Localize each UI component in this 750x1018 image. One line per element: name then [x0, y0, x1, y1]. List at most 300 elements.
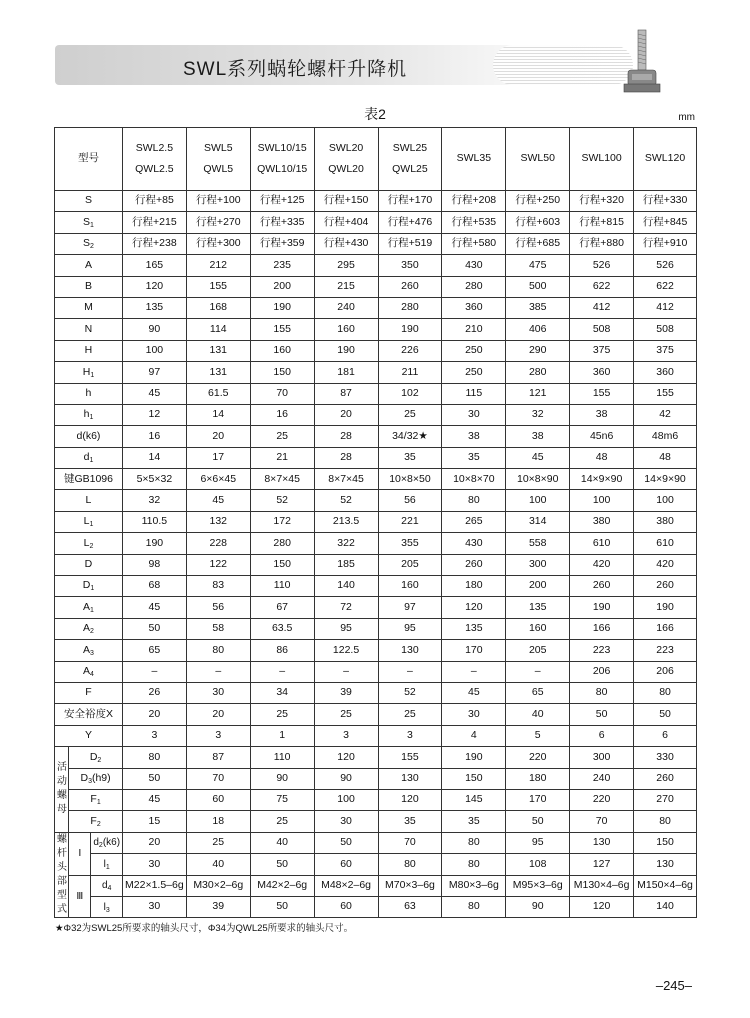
- value-cell: 280: [378, 297, 442, 318]
- table-row: [55, 490, 697, 511]
- table-row: [55, 640, 697, 661]
- value-cell: 3: [314, 725, 378, 746]
- model-swl: SWL50: [520, 152, 555, 165]
- param-name: S: [83, 237, 91, 250]
- param-name: d(k6): [76, 429, 101, 442]
- value-cell: 132: [186, 511, 250, 532]
- value-cell: 行程+330: [634, 191, 697, 212]
- value-cell: 50: [122, 768, 186, 789]
- param-label: [69, 811, 123, 832]
- value-cell: 30: [122, 854, 186, 875]
- value-cell: 8×7×45: [314, 469, 378, 490]
- model-qwl: QWL25: [392, 162, 428, 175]
- param-label: [91, 896, 122, 917]
- table-row: [55, 297, 697, 318]
- table-row: [55, 191, 697, 212]
- param-subscript: 1: [90, 585, 95, 593]
- value-cell: 1: [250, 725, 314, 746]
- model-qwl: QWL5: [203, 162, 234, 175]
- value-cell: 60: [186, 789, 250, 810]
- value-cell: 60: [314, 854, 378, 875]
- value-cell: 5×5×32: [122, 469, 186, 490]
- value-cell: 240: [314, 297, 378, 318]
- value-cell: 558: [506, 533, 570, 554]
- value-cell: 50: [250, 896, 314, 917]
- value-cell: 20: [122, 704, 186, 725]
- value-cell: 100: [634, 490, 697, 511]
- value-cell: 166: [634, 618, 697, 639]
- value-cell: 48: [570, 447, 634, 468]
- param-name: N: [84, 322, 93, 335]
- value-cell: 48m6: [634, 426, 697, 447]
- table-row: [55, 747, 697, 768]
- value-cell: 80: [378, 854, 442, 875]
- value-cell: 30: [122, 896, 186, 917]
- value-cell: 226: [378, 340, 442, 361]
- value-cell: 35: [442, 447, 506, 468]
- value-cell: 228: [186, 533, 250, 554]
- param-label: [55, 276, 123, 297]
- value-cell: 75: [250, 789, 314, 810]
- value-cell: 130: [634, 854, 697, 875]
- value-cell: 350: [378, 255, 442, 276]
- value-cell: 190: [378, 319, 442, 340]
- value-cell: 38: [570, 404, 634, 425]
- value-cell: 181: [314, 362, 378, 383]
- value-cell: 58: [186, 618, 250, 639]
- value-cell: 155: [634, 383, 697, 404]
- table-row: [55, 682, 697, 703]
- value-cell: 221: [378, 511, 442, 532]
- model-qwl: QWL20: [328, 162, 364, 175]
- value-cell: 166: [570, 618, 634, 639]
- value-cell: 35: [378, 811, 442, 832]
- value-cell: 185: [314, 554, 378, 575]
- value-cell: 95: [378, 618, 442, 639]
- value-cell: 190: [122, 533, 186, 554]
- value-cell: 20: [122, 832, 186, 853]
- param-name: D: [89, 750, 98, 763]
- value-cell: M150×4–6g: [634, 875, 697, 896]
- value-cell: 80: [122, 747, 186, 768]
- value-cell: 300: [570, 747, 634, 768]
- value-cell: 行程+215: [122, 212, 186, 233]
- value-cell: 150: [250, 362, 314, 383]
- value-cell: 526: [634, 255, 697, 276]
- value-cell: 65: [122, 640, 186, 661]
- value-cell: 20: [314, 404, 378, 425]
- value-cell: 38: [506, 426, 570, 447]
- value-cell: 86: [250, 640, 314, 661]
- value-cell: M48×2–6g: [314, 875, 378, 896]
- model-swl: SWL35: [456, 152, 492, 165]
- value-cell: 155: [570, 383, 634, 404]
- value-cell: 200: [506, 576, 570, 597]
- value-cell: 108: [506, 854, 570, 875]
- table-row: [55, 276, 697, 297]
- value-cell: 430: [442, 533, 506, 554]
- value-cell: 213.5: [314, 511, 378, 532]
- value-cell: 32: [506, 404, 570, 425]
- param-name: F: [85, 686, 92, 699]
- value-cell: 21: [250, 447, 314, 468]
- model-column-header: [122, 128, 186, 191]
- table-row: [55, 725, 697, 746]
- param-label: [55, 682, 123, 703]
- table-row: [55, 704, 697, 725]
- value-cell: 220: [570, 789, 634, 810]
- value-cell: 135: [122, 297, 186, 318]
- param-label: [55, 297, 123, 318]
- param-label: [55, 426, 123, 447]
- value-cell: 80: [442, 854, 506, 875]
- value-cell: 508: [634, 319, 697, 340]
- group-label-screw-head: 螺杆头部型式: [55, 832, 69, 918]
- value-cell: 34: [250, 682, 314, 703]
- model-swl: SWL100: [581, 152, 622, 165]
- value-cell: 行程+150: [314, 191, 378, 212]
- value-cell: 68: [122, 576, 186, 597]
- param-name: L: [83, 515, 90, 528]
- param-label: [91, 875, 122, 896]
- value-cell: 114: [186, 319, 250, 340]
- table-row: [55, 576, 697, 597]
- group-label-movable-nut: 活动螺母: [55, 747, 69, 833]
- value-cell: 行程+100: [186, 191, 250, 212]
- value-cell: 50: [570, 704, 634, 725]
- param-name: F: [90, 793, 97, 806]
- value-cell: –: [186, 661, 250, 682]
- value-cell: 165: [122, 255, 186, 276]
- value-cell: 3: [186, 725, 250, 746]
- model-swl: SWL20: [328, 141, 364, 154]
- value-cell: 80: [442, 832, 506, 853]
- value-cell: 610: [634, 533, 697, 554]
- value-cell: 行程+476: [378, 212, 442, 233]
- param-subscript: 4: [90, 671, 94, 679]
- value-cell: 140: [634, 896, 697, 917]
- param-label: [55, 319, 123, 340]
- value-cell: 206: [634, 661, 697, 682]
- model-column-header: [314, 128, 378, 191]
- value-cell: M95×3–6g: [506, 875, 570, 896]
- param-label: [55, 554, 123, 575]
- value-cell: –: [442, 661, 506, 682]
- value-cell: 80: [442, 490, 506, 511]
- value-cell: 25: [250, 811, 314, 832]
- model-swl: SWL10/15: [257, 141, 307, 154]
- value-cell: 45: [122, 597, 186, 618]
- value-cell: 205: [506, 640, 570, 661]
- value-cell: 14: [122, 447, 186, 468]
- value-cell: 3: [378, 725, 442, 746]
- model-column-header: [186, 128, 250, 191]
- value-cell: 190: [634, 597, 697, 618]
- unit-label: mm: [678, 112, 695, 123]
- value-cell: 235: [250, 255, 314, 276]
- value-cell: 160: [378, 576, 442, 597]
- value-cell: 83: [186, 576, 250, 597]
- value-cell: 95: [314, 618, 378, 639]
- table-row: [55, 426, 697, 447]
- value-cell: 360: [442, 297, 506, 318]
- table-row: [55, 554, 697, 575]
- value-cell: 100: [506, 490, 570, 511]
- value-cell: 70: [570, 811, 634, 832]
- param-name: H: [82, 365, 91, 378]
- table-row: [55, 875, 697, 896]
- param-label: [55, 340, 123, 361]
- value-cell: 180: [506, 768, 570, 789]
- param-name: l: [103, 858, 106, 870]
- value-cell: 80: [186, 640, 250, 661]
- value-cell: 115: [442, 383, 506, 404]
- value-cell: 140: [314, 576, 378, 597]
- value-cell: 355: [378, 533, 442, 554]
- value-cell: 行程+603: [506, 212, 570, 233]
- value-cell: 223: [570, 640, 634, 661]
- model-column-header: [442, 128, 506, 191]
- value-cell: 375: [634, 340, 697, 361]
- value-cell: 430: [442, 255, 506, 276]
- value-cell: M80×3–6g: [442, 875, 506, 896]
- value-cell: –: [250, 661, 314, 682]
- value-cell: 61.5: [186, 383, 250, 404]
- value-cell: 172: [250, 511, 314, 532]
- page-title: SWL系列蜗轮螺杆升降机: [183, 59, 408, 80]
- value-cell: 70: [378, 832, 442, 853]
- value-cell: 215: [314, 276, 378, 297]
- value-cell: 170: [442, 640, 506, 661]
- param-name: L: [85, 493, 92, 506]
- value-cell: 5: [506, 725, 570, 746]
- param-name: L: [83, 536, 90, 549]
- value-cell: 475: [506, 255, 570, 276]
- value-cell: 380: [570, 511, 634, 532]
- param-name: A: [83, 600, 91, 613]
- value-cell: 63: [378, 896, 442, 917]
- screw-jack-illustration: [622, 28, 662, 100]
- value-cell: –: [314, 661, 378, 682]
- value-cell: 190: [250, 297, 314, 318]
- table-row: [55, 597, 697, 618]
- value-cell: 168: [186, 297, 250, 318]
- param-name: A: [83, 643, 91, 656]
- param-name: F: [90, 814, 97, 827]
- table-row: [55, 255, 697, 276]
- value-cell: 行程+300: [186, 233, 250, 254]
- table-row: [55, 383, 697, 404]
- table-row: [55, 319, 697, 340]
- table-row: [55, 661, 697, 682]
- value-cell: 314: [506, 511, 570, 532]
- value-cell: 200: [250, 276, 314, 297]
- param-name: H: [84, 344, 93, 357]
- value-cell: 12: [122, 404, 186, 425]
- param-subscript: 1: [90, 371, 95, 379]
- param-label: [69, 789, 123, 810]
- value-cell: 300: [506, 554, 570, 575]
- param-label: [55, 404, 123, 425]
- value-cell: 87: [186, 747, 250, 768]
- value-cell: 95: [506, 832, 570, 853]
- value-cell: 50: [506, 811, 570, 832]
- value-cell: 360: [570, 362, 634, 383]
- value-cell: 280: [250, 533, 314, 554]
- value-cell: 26: [122, 682, 186, 703]
- value-cell: 130: [570, 832, 634, 853]
- value-cell: 35: [378, 447, 442, 468]
- value-cell: 28: [314, 447, 378, 468]
- table-row: [55, 233, 697, 254]
- table-row: [55, 854, 697, 875]
- value-cell: 360: [634, 362, 697, 383]
- value-cell: 45: [186, 490, 250, 511]
- value-cell: 170: [506, 789, 570, 810]
- model-swl: SWL5: [203, 141, 233, 154]
- value-cell: 155: [186, 276, 250, 297]
- param-subscript: 2: [89, 542, 94, 550]
- value-cell: 131: [186, 362, 250, 383]
- value-cell: 14×9×90: [634, 469, 697, 490]
- param-name: l: [103, 901, 106, 913]
- value-cell: 212: [186, 255, 250, 276]
- value-cell: 70: [250, 383, 314, 404]
- value-cell: 60: [314, 896, 378, 917]
- value-cell: 100: [314, 789, 378, 810]
- value-cell: 155: [378, 747, 442, 768]
- value-cell: 420: [570, 554, 634, 575]
- header-row: [55, 128, 697, 191]
- param-label: [91, 832, 122, 853]
- value-cell: 260: [634, 576, 697, 597]
- table-row: [55, 789, 697, 810]
- value-cell: 10×8×50: [378, 469, 442, 490]
- value-cell: 120: [570, 896, 634, 917]
- param-label: [91, 854, 122, 875]
- value-cell: 135: [506, 597, 570, 618]
- param-name: S: [84, 194, 92, 207]
- model-column-header: [634, 128, 697, 191]
- param-suffix: (h9): [91, 771, 111, 784]
- model-header: 型号: [55, 128, 123, 191]
- value-cell: 260: [378, 276, 442, 297]
- value-cell: 39: [186, 896, 250, 917]
- param-subscript: 3: [105, 906, 110, 914]
- model-column-header: [570, 128, 634, 191]
- value-cell: 110.5: [122, 511, 186, 532]
- model-qwl: QWL2.5: [135, 162, 174, 175]
- param-name: d: [101, 880, 108, 892]
- value-cell: 508: [570, 319, 634, 340]
- value-cell: 15: [122, 811, 186, 832]
- param-suffix: (k6): [102, 837, 121, 849]
- value-cell: 190: [570, 597, 634, 618]
- value-cell: 6: [634, 725, 697, 746]
- value-cell: 25: [250, 704, 314, 725]
- value-cell: 80: [442, 896, 506, 917]
- value-cell: 50: [250, 854, 314, 875]
- value-cell: 35: [442, 811, 506, 832]
- value-cell: 14: [186, 404, 250, 425]
- param-label: [55, 704, 123, 725]
- table-row: [55, 896, 697, 917]
- value-cell: 260: [570, 576, 634, 597]
- param-label: [55, 618, 123, 639]
- value-cell: 行程+430: [314, 233, 378, 254]
- value-cell: 500: [506, 276, 570, 297]
- table-row: [55, 362, 697, 383]
- value-cell: 20: [186, 426, 250, 447]
- value-cell: 270: [634, 789, 697, 810]
- page-number: –245–: [655, 978, 692, 993]
- value-cell: 45: [506, 447, 570, 468]
- value-cell: 87: [314, 383, 378, 404]
- value-cell: 52: [250, 490, 314, 511]
- value-cell: 412: [570, 297, 634, 318]
- table-row: [55, 469, 697, 490]
- value-cell: 160: [314, 319, 378, 340]
- param-name: D: [80, 771, 89, 784]
- table-row: [55, 618, 697, 639]
- value-cell: 32: [122, 490, 186, 511]
- value-cell: 135: [442, 618, 506, 639]
- value-cell: 90: [506, 896, 570, 917]
- table-row: [55, 811, 697, 832]
- value-cell: 45: [122, 383, 186, 404]
- value-cell: 121: [506, 383, 570, 404]
- value-cell: 211: [378, 362, 442, 383]
- value-cell: –: [122, 661, 186, 682]
- value-cell: 120: [378, 789, 442, 810]
- value-cell: 131: [186, 340, 250, 361]
- param-subscript: 3: [90, 649, 94, 657]
- value-cell: 90: [122, 319, 186, 340]
- value-cell: 375: [570, 340, 634, 361]
- value-cell: 行程+685: [506, 233, 570, 254]
- value-cell: 3: [122, 725, 186, 746]
- value-cell: 17: [186, 447, 250, 468]
- param-label: [69, 768, 123, 789]
- value-cell: 72: [314, 597, 378, 618]
- value-cell: 180: [442, 576, 506, 597]
- value-cell: 行程+125: [250, 191, 314, 212]
- value-cell: 206: [570, 661, 634, 682]
- param-subscript: 1: [105, 863, 110, 871]
- model-qwl: QWL10/15: [257, 162, 308, 175]
- value-cell: 526: [570, 255, 634, 276]
- value-cell: M30×2–6g: [186, 875, 250, 896]
- param-subscript: 2: [97, 756, 102, 764]
- param-label: [55, 597, 123, 618]
- value-cell: 205: [378, 554, 442, 575]
- value-cell: –: [378, 661, 442, 682]
- param-subscript: 2: [90, 628, 94, 636]
- value-cell: 385: [506, 297, 570, 318]
- value-cell: 280: [506, 362, 570, 383]
- value-cell: 6: [570, 725, 634, 746]
- param-label: [55, 233, 123, 254]
- value-cell: 行程+910: [634, 233, 697, 254]
- value-cell: 30: [442, 704, 506, 725]
- value-cell: 240: [570, 768, 634, 789]
- param-name: Y: [84, 729, 92, 742]
- spec-table-body: [55, 128, 697, 918]
- param-subscript: 4: [107, 885, 112, 893]
- param-subscript: 1: [90, 606, 94, 614]
- param-name: A: [83, 665, 91, 678]
- value-cell: 38: [442, 426, 506, 447]
